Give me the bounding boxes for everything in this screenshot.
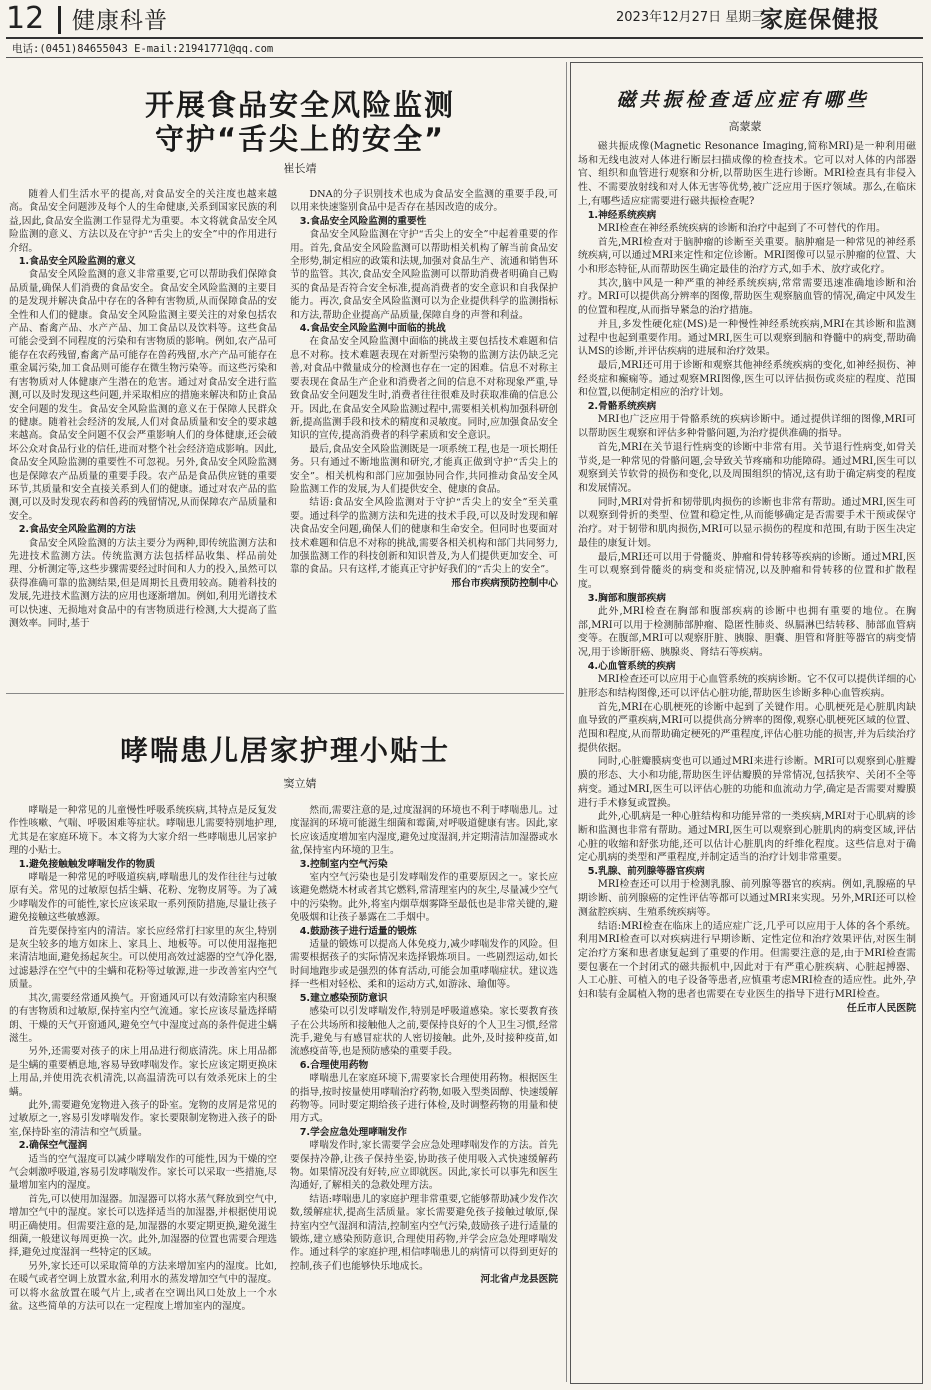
paragraph: 最后,MRI还可用于诊断和观察其他神经系统疾病的变化,如神经损伤、神经炎症和癫痫等。通过观察MRI图像,医生可以评估损伤或炎症的程度、范围和位置,以便制定相应的治疗计划。 — [578, 359, 916, 399]
header-bar — [58, 6, 61, 34]
article-source: 任丘市人民医院 — [846, 1002, 916, 1014]
paragraph: MRI检查还可以用于检测乳腺、前列腺等器官的疾病。例如,乳腺癌的早期诊断、前列腺癌的定性评估等都可以通过MRI来实现。另外,MRI还可以检测盆腔疾病、生殖系统疾病等。 — [578, 879, 916, 918]
paragraph: 首先,MRI检查对于脑肿瘤的诊断至关重要。脑肿瘤是一种常见的神经系统疾病,可以通过MRI来定性和定位诊断。MRI图像可以显示肿瘤的位置、大小和形态特征,从而帮助医生确定最佳的治疗方式,如手术、放疗或化疗。 — [578, 236, 916, 276]
header-rule-thin — [6, 57, 923, 58]
article-source: 邢台市疾病预防控制中心 — [451, 577, 558, 589]
issue-date: 2023年12月27日 星期三 — [616, 10, 765, 25]
paragraph: 此外,需要避免宠物进入孩子的卧室。宠物的皮屑是常见的过敏原之一,容易引发哮喘发作。家长要限制宠物进入孩子的卧室,保持卧室的清洁和空气质量。 — [9, 1099, 277, 1138]
section-heading: 6.合理使用药物 — [299, 1059, 369, 1071]
paragraph: 结语:哮喘患儿的家庭护理非常重要,它能够帮助减少发作次数,缓解症状,提高生活质量。家长需要避免孩子接触过敏原,保持室内空气湿润和清洁,控制室内空气污染,鼓励孩子进行适量的锻炼,建立感染预防意识,合理使用药物,并学会应急处理哮喘发作。通过科学的家庭护理,相信哮喘患儿的病情可以得到更好的控制,孩子们也能够快乐地成长。 — [290, 1193, 558, 1272]
paragraph: 首先,可以使用加湿器。加湿器可以将水蒸气释放到空气中,增加空气中的湿度。家长可以选择适当的加湿器,并根据使用说明正确使用。但需要注意的是,加湿器的水要定期更换,避免滋生细菌,一般建议每周更换一次。此外,加湿器的位置也需要合理选择,避免过度湿润一些特定的区域。 — [9, 1193, 277, 1259]
article1-title — [60, 88, 540, 156]
paragraph: 适当的空气湿度可以减少哮喘发作的可能性,因为干燥的空气会刺激呼吸道,容易引发哮喘发作。家长可以采取一些措施,尽量增加室内的湿度。 — [9, 1153, 277, 1192]
paragraph: 此外,心肌病是一种心脏结构和功能异常的一类疾病,MRI对于心肌病的诊断和监测也非常有帮助。通过MRI,医生可以观察到心脏肌肉的病变区域,评估心脏的收缩和舒张功能,还可以估计心脏肌肉的纤维化程度。这些信息对于确定心肌病的类型和严重程度,并制定适当的治疗计划非常重要。 — [578, 811, 916, 864]
article2-author: 窦立婧 — [283, 777, 317, 790]
paragraph: MRI检查在神经系统疾病的诊断和治疗中起到了不可替代的作用。 — [597, 222, 886, 234]
section-heading: 4.鼓励孩子进行适量的锻炼 — [299, 925, 417, 937]
paragraph: 首先要保持室内的清洁。家长应经常打扫家里的灰尘,特别是灰尘较多的地方如床上、家具上、地板等。可以使用湿拖把来清洁地面,避免扬起灰尘。可以使用高效过滤器的空气净化器,过滤悬浮在空气中的尘螨和花粉等过敏源,进一步改善室内空气质量。 — [9, 925, 277, 991]
section-heading: 3.食品安全风险监测的重要性 — [299, 215, 427, 227]
paragraph: 哮喘是一种常见的呼吸道疾病,哮喘患儿的发作往往与过敏原有关。常见的过敏原包括尘螨、花粉、宠物皮屑等。为了减少哮喘发作的可能性,家长应该采取一系列预防措施,尽量让孩子避免接触这些敏感源。 — [9, 872, 277, 924]
paragraph: 首先,MRI在关节退行性病变的诊断中非常有用。关节退行性病变,如骨关节炎,是一种常见的骨骼问题,会导致关节疼痛和功能障碍。通过MRI,医生可以观察到关节软骨的损伤和变化,以及周围组织的情况,这有助于确定病变的程度和发展情况。 — [578, 441, 916, 494]
section-heading: 5.建立感染预防意识 — [299, 992, 388, 1004]
article3-title: 磁共振检查适应症有哪些 — [616, 89, 870, 111]
section-heading: 7.学会应急处理哮喘发作 — [299, 1126, 407, 1138]
paragraph: 最后,食品安全风险监测既是一项系统工程,也是一项长期任务。只有通过不断地监测和研究,才能真正做到守护“舌尖上的安全”。相关机构和部门应加强协同合作,共同推动食品安全风险监测工作的发展,为人们提供安全、健康的食品。 — [290, 443, 558, 495]
section-heading: 4.心血管系统的疾病 — [587, 660, 676, 672]
article1-column1 — [9, 188, 277, 683]
article2-column2 — [290, 804, 558, 1379]
paragraph: 室内空气污染也是引发哮喘发作的重要原因之一。家长应该避免燃烧木材或者其它燃料,常清理室内的灰尘,尽量减少空气中的污染物。此外,将室内烟草烟雾降至最低也是非常关键的,避免吸烟和让孩子暴露在二手烟中。 — [290, 872, 558, 924]
article-source: 河北省卢龙县医院 — [480, 1274, 558, 1286]
paragraph: 另外,还需要对孩子的床上用品进行彻底清洗。床上用品都是尘螨的重要栖息地,容易导致哮喘发作。家长应该定期更换床上用品,并使用洗衣机清洗,以高温清洗可以有效杀死床上的尘螨。 — [9, 1046, 277, 1098]
paragraph: 此外,MRI检查在胸部和腹部疾病的诊断中也拥有重要的地位。在胸部,MRI可以用于检测肺部肿瘤、隐匿性肺炎、纵膈淋巴结转移、肺部血管病变等。在腹部,MRI可以观察肝脏、胰腺、胆囊、胆管和肾脏等器官的病变情况,用于诊断肝癌、胰腺炎、肾结石等疾病。 — [578, 606, 916, 659]
contact-line: 电话:(0451)84655043 E-mail:21941771@qq.com — [12, 43, 274, 55]
section-heading: 1.避免接触触发哮喘发作的物质 — [18, 858, 156, 870]
paragraph: 哮喘发作时,家长需要学会应急处理哮喘发作的方法。首先要保持冷静,让孩子保持坐姿,协助孩子使用吸入式快速缓解药物。如果情况没有好转,应立即就医。因此,家长可以事先和医生沟通好,了解相关的急救处理方法。 — [290, 1140, 558, 1192]
paragraph: 磁共振成像(Magnetic Resonance Imaging,简称MRI)是一种利用磁场和无线电波对人体进行断层扫描成像的检查技术。它可以对人体的内部器官、组织和血管进行观察和分析,以帮助医生进行诊断。MRI检查具有非侵入性、不需要放射线和对人体无害等优势,被广泛应用于医疗领域。那么,在临床上,有哪些适应症需要进行磁共振检查呢? — [578, 141, 916, 207]
section-heading: 4.食品安全风险监测中面临的挑战 — [299, 323, 446, 335]
article1-title-line2: 守护“舌尖上的安全” — [154, 122, 446, 156]
paragraph: 食品安全风险监测的意义非常重要,它可以帮助我们保障食品质量,确保人们消费的食品安全。食品安全风险监测的主要目的是发现并解决食品中存在的各种有害物质,从而保障食品的安全性和人们的健康。食品安全风险监测主要关注的对象包括农产品、畜禽产品、水产产品、加工食品以及饮料等。这些食品可能会受到不同程度的污染和有害物质的影响。例如,农产品可能存在农药残留,畜禽产品可能存在兽药残留,水产产品可能存在重金属污染,加工食品则可能存在微生物污染等。而这些污染和有害物质对人体健康产生潜在的危害。通过对食品安全进行监测,可以及时发现这些问题,并采取相应的措施来解决和防止食品安全问题的发生。食品安全风险监测的意义在于保障人民群众的健康。随着社会经济的发展,人们对食品质量和安全的要求越来越高。食品安全问题不仅会严重影响人们的身体健康,还会破坏公众对食品行业的信任,进而对整个社会经济造成影响。因此,食品安全风险监测的重要性不可忽视。另外,食品安全风险监测也是保障农产品质量的重要手段。农产品是食品供应链的重要环节,其质量和安全直接关系到人们的健康。通过对农产品的监测,可以及时发现农药和兽药的残留情况,从而保障农产品质量和安全。 — [9, 269, 277, 522]
article1-author: 崔长靖 — [283, 162, 317, 175]
paragraph: 在食品安全风险监测中面临的挑战主要包括技术难题和信息不对称。技术难题表现在对新型污染物的监测方法仍缺乏完善,对食品中微量成分的检测也存在一定的困难。信息不对称主要表现在食品生产企业和消费者之间的信息不对称现象严重,导致食品安全问题发生时,消费者往往很难及时获取准确的信息公开。因此,在食品安全风险监测过程中,需要相关机构加强科研创新,提高监测手段和技术的精度和灵敏度。同时,应加强食品安全知识的宣传,提高消费者的科学素质和安全意识。 — [290, 336, 558, 442]
article3-body — [578, 140, 916, 1380]
paragraph: 首先,MRI在心肌梗死的诊断中起到了关键作用。心肌梗死是心脏肌肉缺血导致的严重疾病,MRI可以提供高分辨率的图像,观察心肌梗死区域的位置、范围和程度,从而帮助确定梗死的严重程度,评估心脏功能的损害,并为后续治疗提供依据。 — [578, 701, 916, 754]
section-heading: 1.神经系统疾病 — [587, 209, 657, 221]
paragraph: 另外,家长还可以采取简单的方法来增加室内的湿度。比如,在暖气或者空调上放置水盆,利用水的蒸发增加空气中的湿度。可以将水盆放置在暖气片上,或者在空调出风口处放上一个水盆。这些简单的方法可以在一定程度上增加室内的湿度。 — [9, 1260, 277, 1313]
paragraph: 其次,脑中风是一种严重的神经系统疾病,常常需要迅速准确地诊断和治疗。MRI可以提供高分辨率的图像,帮助医生观察脑血管的情况,确定中风发生的位置和程度,从而指导紧急的治疗措施。 — [578, 277, 916, 317]
paragraph: 然而,需要注意的是,过度湿润的环境也不利于哮喘患儿。过度湿润的环境可能滋生细菌和霉菌,对呼吸道健康有害。因此,家长应该适度增加室内湿度,避免过度湿润,并定期清洁加湿器或水盆,保持室内环境的卫生。 — [290, 805, 558, 857]
paragraph: 食品安全风险监测在守护“舌尖上的安全”中起着重要的作用。首先,食品安全风险监测可以帮助相关机构了解当前食品安全形势,制定相应的政策和法规,加强对食品生产、流通和销售环节的监管。其次,食品安全风险监测可以帮助消费者明确自己购买的食品是否符合安全标准,提高消费者的安全意识和自我保护能力。再次,食品安全风险监测可以为企业提供科学的监测指标和方法,帮助企业提高产品质量,保障自身的声誉和利益。 — [290, 229, 558, 321]
paragraph: 结语:MRI检查在临床上的适应症广泛,几乎可以应用于人体的各个系统。利用MRI检查可以对疾病进行早期诊断、定性定位和治疗效果评估,对医生制定治疗方案和患者康复起到了重要的作用。但需要注意的是,由于MRI检查需要包裹在一个封闭式的磁共振机中,因此对于有严重心脏疾病、心脏起搏器、人工心脏、可植入的电子设备等患者,应慎重考虑MRI检查的适应性。此外,孕妇和装有金属植入物的患者也需要在专业医生的指导下进行MRI检查。 — [578, 920, 916, 1001]
article-divider — [6, 693, 564, 694]
section-heading: 2.确保空气湿润 — [18, 1140, 88, 1152]
paragraph: MRI检查还可以应用于心血管系统的疾病诊断。它不仅可以提供详细的心脏形态和结构图像,还可以评估心脏功能,帮助医生诊断多种心血管疾病。 — [578, 674, 916, 699]
section-name: 健康科普 — [72, 8, 168, 34]
article2-title: 哮喘患儿居家护理小贴士 — [119, 734, 450, 767]
paragraph: 适量的锻炼可以提高人体免疫力,减少哮喘发作的风险。但需要根据孩子的实际情况来选择锻炼项目。一些剧烈运动,如长时间地跑步或是强烈的体育活动,可能会加重哮喘症状。建议选择一些相对轻松、柔和的运动方式,如游泳、瑜伽等。 — [290, 939, 558, 991]
section-heading: 3.控制室内空气污染 — [299, 858, 388, 870]
paragraph: 哮喘是一种常见的儿童慢性呼吸系统疾病,其特点是反复发作性咳嗽、气喘、呼吸困难等症状。哮喘患儿需要特别地护理,尤其是在家庭环境下。本文将为大家介绍一些哮喘患儿居家护理的小贴士。 — [9, 805, 277, 857]
paragraph: 随着人们生活水平的提高,对食品安全的关注度也越来越高。食品安全问题涉及每个人的生命健康,关系到国家民族的利益,因此,食品安全监测工作显得尤为重要。本文将就食品安全风险监测的意义、方法以及在守护“舌尖上的安全”中的作用进行介绍。 — [9, 189, 277, 254]
header-rule — [6, 37, 923, 39]
article2-column1 — [9, 804, 277, 1379]
paragraph: 同时,心脏瓣膜病变也可以通过MRI来进行诊断。MRI可以观察到心脏瓣膜的形态、大小和功能,帮助医生评估瓣膜的异常情况,包括狭窄、关闭不全等病变。通过MRI,医生可以评估心脏的功能和血流动力学,确定是否需要对瓣膜进行手术修复或置换。 — [578, 756, 916, 809]
paragraph: 哮喘患儿在家庭环境下,需要家长合理使用药物。根据医生的指导,按时按量使用哮喘治疗药物,如吸入型类固醇、快速缓解药物等。同时要定期给孩子进行体检,及时调整药物的用量和使用方式。 — [290, 1073, 558, 1125]
paragraph: 其次,需要经常通风换气。开窗通风可以有效清除室内积聚的有害物质和过敏原,保持室内空气流通。家长应该尽量选择晴朗、干燥的天气开窗通风,避免空气中湿度过高的条件促进尘螨滋生。 — [9, 992, 277, 1044]
paragraph: DNA的分子识别技术也成为食品安全监测的重要手段,可以用来快速鉴别食品中是否存在基因改造的成分。 — [290, 189, 558, 214]
paragraph: 并且,多发性硬化症(MS)是一种慢性神经系统疾病,MRI在其诊断和监测过程中也起到重要作用。通过MRI,医生可以观察到脑和脊髓中的病变,帮助确认MS的诊断,并评估疾病的进展和治疗效果。 — [578, 318, 916, 358]
paragraph: 最后,MRI还可以用于骨髓炎、肿瘤和骨转移等疾病的诊断。通过MRI,医生可以观察到骨髓炎的病变和炎症情况,以及肿瘤和骨转移的位置和扩散程度。 — [578, 551, 916, 590]
article1-column2 — [290, 188, 558, 683]
section-heading: 5.乳腺、前列腺等器官疾病 — [587, 866, 705, 878]
paragraph: MRI也广泛应用于骨骼系统的疾病诊断中。通过提供详细的图像,MRI可以帮助医生观察和评估多种骨骼问题,为治疗提供准确的指导。 — [578, 414, 916, 440]
section-heading: 2.食品安全风险监测的方法 — [18, 524, 136, 536]
newspaper-name: 家庭保健报 — [760, 7, 880, 33]
paragraph: 食品安全风险监测的方法主要分为两种,即传统监测方法和先进技术监测方法。传统监测方法包括样品收集、样品前处理、分析测定等,这些步骤需要经过时间和人力的投入,虽然可以获得准确可靠的监测结果,但是周期长且费用较高。随着科技的发展,先进技术监测方法的应用也逐渐增加。例如,利用光谱技术可以快速、无损地对食品中的有害物质进行检测,大大提高了监测效率。同时,基于 — [9, 537, 277, 629]
paragraph: 同时,MRI对骨折和韧带肌肉损伤的诊断也非常有帮助。通过MRI,医生可以观察到骨折的类型、位置和稳定性,从而能够确定是否需要手术干预或保守治疗。对于韧带和肌肉损伤,MRI可以显示损伤的程度和范围,有助于医生决定最佳的康复计划。 — [578, 496, 916, 549]
section-heading: 3.胸部和腹部疾病 — [587, 592, 666, 604]
paragraph: 感染可以引发哮喘发作,特别是呼吸道感染。家长要教育孩子在公共场所和接触他人之前,要保持良好的个人卫生习惯,经常洗手,避免与有感冒症状的人密切接触。此外,及时接种疫苗,如流感疫苗等,也是预防感染的重要手段。 — [290, 1006, 558, 1058]
page-number: 12 — [6, 1, 45, 36]
section-heading: 1.食品安全风险监测的意义 — [18, 256, 136, 268]
article1-title-line1: 开展食品安全风险监测 — [144, 88, 455, 122]
column-divider — [566, 62, 567, 1382]
section-heading: 2.骨骼系统疾病 — [587, 401, 657, 413]
paragraph: 结语:食品安全风险监测对于守护“舌尖上的安全”至关重要。通过科学的监测方法和先进的技术手段,可以及时发现和解决食品安全问题,确保人们的健康和生命安全。但同时也要面对技术难题和信息不对称的挑战,需要各相关机构和部门共同努力,加强监测工作的科技创新和知识普及,为人们提供更加安全、可靠的食品。只有这样,才能真正守护好我们的“舌尖上的安全”。 — [290, 497, 558, 576]
article3-author: 高蒙蒙 — [728, 120, 762, 133]
